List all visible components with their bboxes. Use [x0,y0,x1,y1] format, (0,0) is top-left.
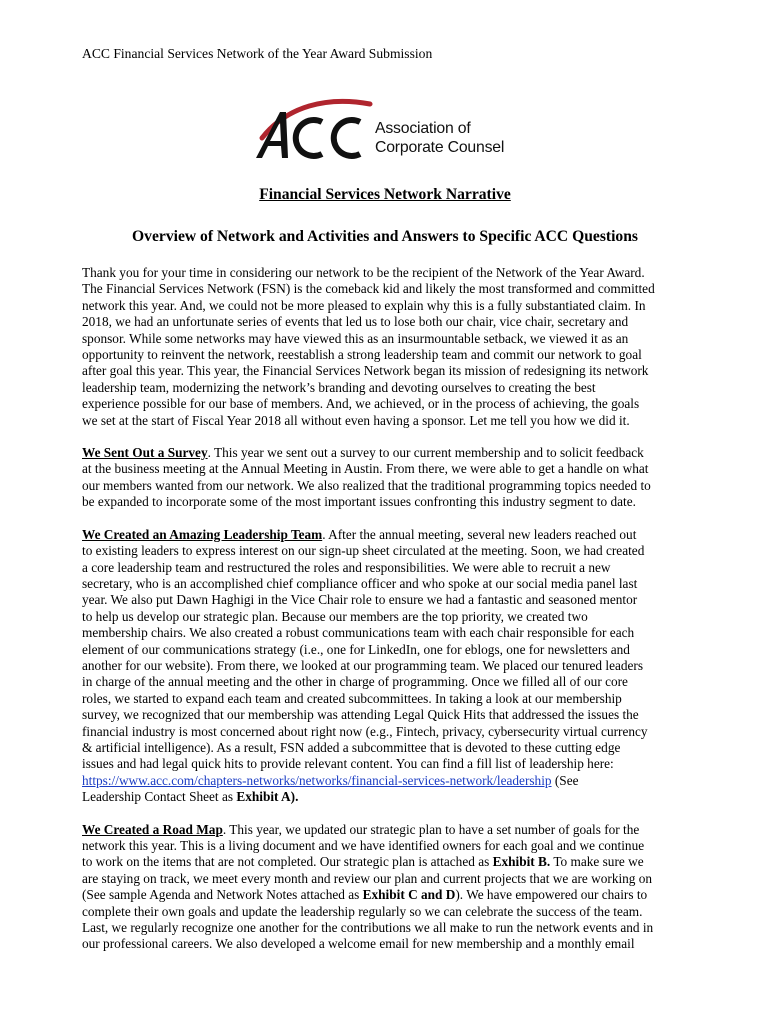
acc-logo-mark-icon [252,98,377,164]
exhibit-cd-label: Exhibit C and D [362,887,456,903]
leadership-heading: We Created an Amazing Leadership Team [82,526,323,542]
roadmap-paragraph [82,822,682,953]
acc-logo [252,98,522,164]
logo-wordmark [375,119,504,157]
exhibit-b-label: Exhibit B. [492,854,551,870]
leadership-paragraph [82,527,682,806]
survey-paragraph [82,445,682,511]
intro-paragraph: Thank you for your time in considering our network to be the recipient of the Network of the Year Award. The Financial Services Network (FSN) is the comeback kid and likely the most transformed and committed network this year. And, we could not be more pleased to explain why this is a fully substantiated claim. In 2018, we had an unfortunate series of events that led us to lose both our chair, vice chair, secretary and sponsor. While some networks may have viewed this as an insurmountable setback, we viewed it as an opportunity to reinvent the network, reestablish a strong leadership team and commit our network to goal after goal this year. This year, the Financial Services Network began its mission of redesigning its network leadership team, modernizing the network’s branding and devoting ourselves to creating the best experience possible for our base of members. And, we achieved, or in the process of achieving, the goals we set at the start of Fiscal Year 2018 all without even having a sponsor. Let me tell you how we did it. [82,265,655,428]
roadmap-text-2: To make sure we are staying on track, we meet every month and review our plan and current projects that we are working on (See sample Agenda and Network Notes attached as [82,854,653,903]
survey-text: . This year we sent out a survey to our current membership and to solicit feedback at the business meeting at the Annual Meeting in Austin. From there, we were able to get a handle on what our members wanted from our network. We also realized that the traditional programming topics needed to be expanded to incorporate some of the most important issues confronting this industry segment to date. [82,445,651,510]
document-title: Financial Services Network Narrative [259,186,511,203]
roadmap-text-3: ). We have empowered our chairs to complete their own goals and update the leadership regularly so we can celebrate the success of the team. Last, we regularly recognize one another for the contributions we all make to run the network events and in our professional careers. We also developed a welcome email for new membership and a monthly email [82,887,654,952]
document-body [82,265,682,969]
page-header: ACC Financial Services Network of the Year Award Submission [82,46,433,61]
survey-heading: We Sent Out a Survey [82,445,208,461]
logo-line-1: Association of [375,120,471,137]
roadmap-text-1: . This year, we updated our strategic plan to have a set number of goals for the network this year. This is a living document and we have identified owners for each goal and we continue to work on the items that are not completed. Our strategic plan is attached as [82,821,645,870]
logo-line-2: Corporate Counsel [375,139,505,156]
roadmap-heading: We Created a Road Map [82,821,223,837]
exhibit-a-label: Exhibit A). [236,789,299,805]
leadership-after-link: (See Leadership Contact Sheet as [82,772,579,805]
leadership-link[interactable]: https://www.acc.com/chapters-networks/networks/financial-services-network/leadership [82,772,552,788]
leadership-text: . After the annual meeting, several new leaders reached out to existing leaders to express interest on our sign-up sheet circulated at the meeting. Soon, we had created a core leadership team and restructured the roles and responsibilities. We were able to recruit a new secretary, who is an accomplished chief compliance officer and who spoke at our social media panel last year. We also put Dawn Haghigi in the Vice Chair role to ensure we had a fantastic and seasoned mentor to help us develop our strategic plan. Because our members are the top priority, we created two membership chairs. We also created a robust communications team with each chair responsible for each element of our communications strategy (i.e., one for LinkedIn, one for eblogs, one for newsletters and another for our website). From there, we looked at our programming team. We placed our tenured leaders in charge of the annual meeting and the other in charge of programming. Once we filled all of our core roles, we started to expand each team and created subcommittees. In taking a look at our membership survey, we recognized that our membership was attending Legal Quick Hits that addressed the issues the financial industry is most concerned about right now (e.g., Fintech, privacy, cybersecurity virtual currency & artificial intelligence). As a result, FSN added a subcommittee that is devoted to these cutting edge issues and had legal quick hits to provide relevant content. You can find a fill list of leadership here: [82,526,648,772]
document-subtitle: Overview of Network and Activities and Answers to Specific ACC Questions [132,228,638,245]
